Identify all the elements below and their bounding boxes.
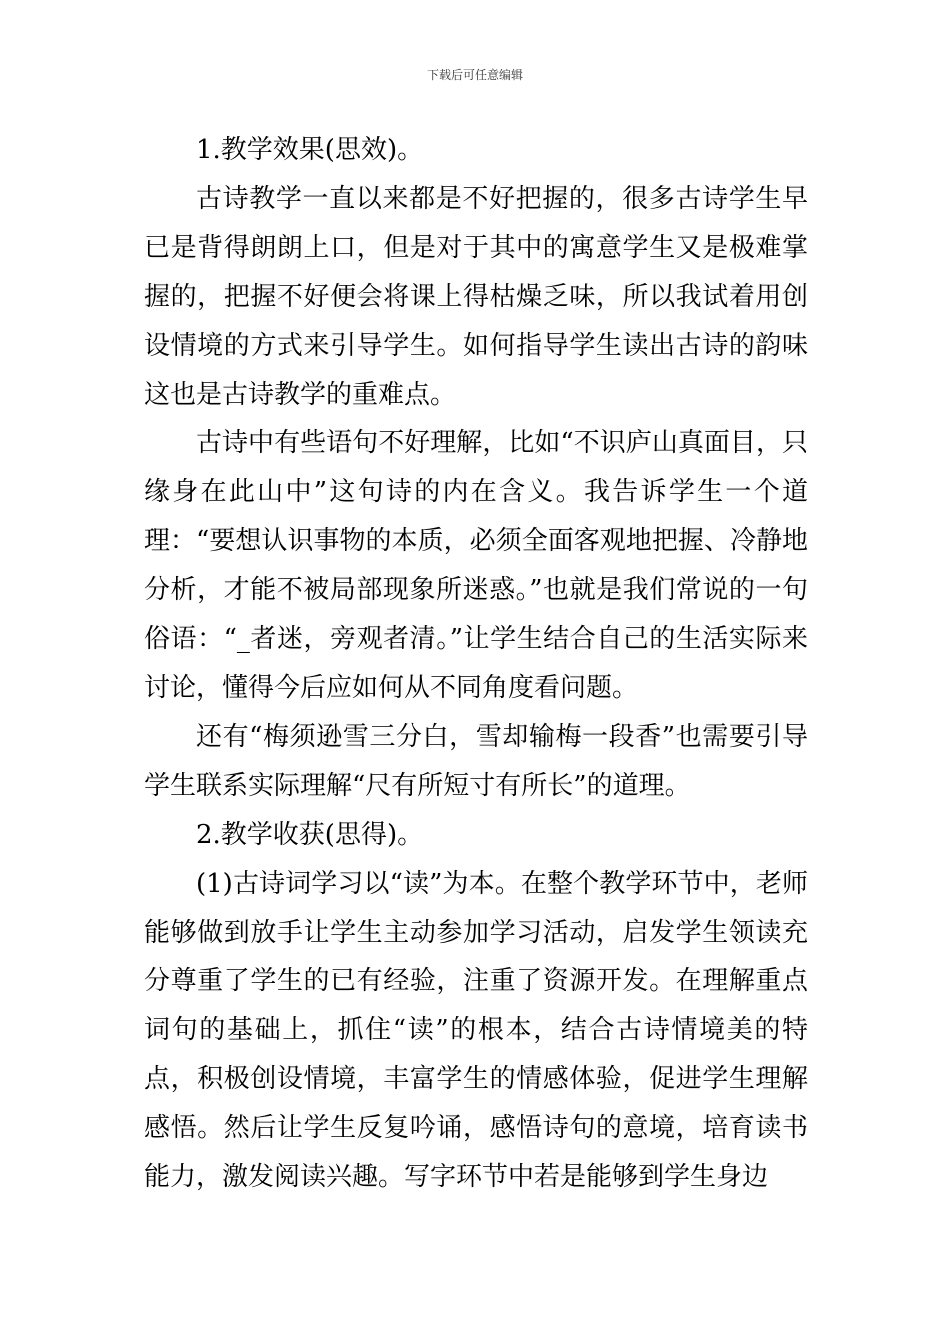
paragraph: 还有“梅须逊雪三分白，雪却输梅一段香”也需要引导学生联系实际理解“尺有所短寸有所长”的道理。 bbox=[144, 721, 808, 801]
paragraph: 古诗中有些语句不好理解，比如“不识庐山真面目，只缘身在此山中”这句诗的内在含义。我告诉学生一个道理：“要想认识事物的本质，必须全面客观地把握、冷静地分析，才能不被局部现象所迷惑。”也就是我们常说的一句俗语：“_者迷，旁观者清。”让学生结合自己的生活实际来讨论，懂得今后应如何从不同角度看问题。 bbox=[144, 428, 808, 703]
document-body bbox=[144, 126, 808, 1202]
paragraph: (1)古诗词学习以“读”为本。在整个教学环节中，老师能够做到放手让学生主动参加学习活动，启发学生领读充分尊重了学生的已有经验，注重了资源开发。在理解重点词句的基础上，抓住“读”的根本，结合古诗情境美的特点，积极创设情境，丰富学生的情感体验，促进学生理解感悟。然后让学生反复吟诵，感悟诗句的意境，培育读书能力，激发阅读兴趣。写字环节中若是能够到学生身边 bbox=[144, 868, 808, 1193]
paragraph: 古诗教学一直以来都是不好把握的，很多古诗学生早已是背得朗朗上口，但是对于其中的寓意学生又是极难掌握的，把握不好便会将课上得枯燥乏味，所以我试着用创设情境的方式来引导学生。如何指导学生读出古诗的韵味这也是古诗教学的重难点。 bbox=[144, 183, 808, 410]
heading-teaching-gains: 2.教学收获(思得)。 bbox=[196, 819, 424, 850]
heading-teaching-effect: 1.教学效果(思效)。 bbox=[196, 135, 424, 165]
header-note: 下载后可任意编辑 bbox=[426, 68, 523, 82]
